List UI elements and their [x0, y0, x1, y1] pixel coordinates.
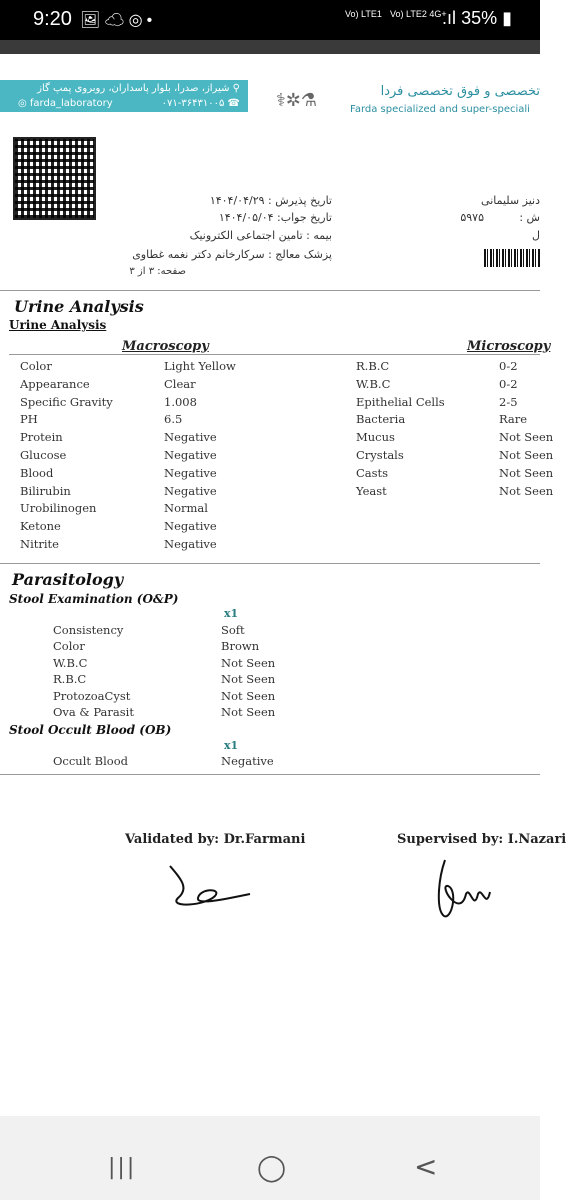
result-value: Not Seen [221, 672, 276, 687]
supervised-by: Supervised by: I.Nazari [397, 832, 566, 847]
result-label: R.B.C [356, 359, 390, 373]
battery-level: .ıl 35% ▮ [442, 8, 512, 28]
patient-extra: ل [532, 229, 540, 242]
divider [0, 563, 540, 564]
result-value: Soft [221, 623, 245, 637]
parasitology-title: Parasitology [12, 570, 124, 589]
result-value: Negative [164, 430, 217, 445]
notification-icons: 🖼☁◎• [80, 12, 157, 29]
result-value: 6.5 [164, 412, 183, 427]
reception-date: تاریخ پذیرش : ۱۴۰۴/۰۴/۲۹ [209, 194, 332, 207]
barcode [484, 249, 540, 267]
divider [0, 774, 540, 775]
lab-name-en: Farda specialized and super-speciali [350, 104, 530, 115]
result-label: PH [20, 412, 38, 427]
patient-code-label: ش : [519, 211, 540, 224]
result-value: Negative [164, 483, 217, 498]
qr-code [13, 137, 96, 220]
validated-by: Validated by: Dr.Farmani [125, 832, 306, 847]
result-label: R.B.C [53, 672, 87, 687]
urine-header-line [9, 354, 540, 355]
result-label: Glucose [20, 448, 67, 462]
result-label: Casts [356, 465, 389, 480]
divider [0, 290, 540, 291]
lab-phone: ۰۷۱-۳۶۴۳۱۰۰۵ ☎ [161, 98, 240, 109]
result-label: Nitrite [20, 537, 59, 551]
result-label: ProtozoaCyst [53, 688, 131, 703]
result-label: Protein [20, 430, 63, 445]
location-icon: ⚲ [229, 83, 240, 94]
result-value: 1.008 [164, 394, 197, 409]
result-label: Epithelial Cells [356, 394, 445, 409]
result-value: 0-2 [499, 359, 518, 373]
result-value: Negative [164, 537, 217, 551]
result-value: Negative [164, 519, 217, 534]
occult-blood-title: Stool Occult Blood (OB) [9, 723, 172, 737]
status-bar [0, 0, 540, 40]
result-value: Not Seen [221, 688, 276, 703]
back-button[interactable]: < [414, 1150, 438, 1183]
result-label: Appearance [20, 376, 90, 391]
macroscopy-header: Macroscopy [122, 339, 209, 354]
lab-logo-icon: ⚕✲⚗ [276, 90, 317, 111]
instagram-icon: ◎ [18, 98, 30, 109]
occult-x1-header: x1 [224, 739, 239, 752]
result-label: W.B.C [53, 655, 88, 670]
patient-code: ۵۹۷۵ [460, 211, 484, 224]
result-value: Negative [221, 754, 274, 768]
result-label: Blood [20, 465, 54, 480]
result-value: 0-2 [499, 376, 518, 391]
lab-instagram: ◎ farda_laboratory [18, 98, 113, 109]
result-label: Color [53, 639, 85, 654]
result-value: Negative [164, 465, 217, 480]
lab-name-fa: تخصصی و فوق تخصصی فردا [380, 84, 540, 99]
page-number: صفحه: ۳ از ۳ [129, 266, 186, 277]
signal-icon: .ıl [442, 8, 462, 28]
result-label: Bilirubin [20, 483, 71, 498]
result-value: Clear [164, 376, 196, 391]
result-value: Normal [164, 501, 208, 516]
result-label: Urobilinogen [20, 501, 97, 516]
viewer-toolbar [0, 40, 540, 54]
supervisor-signature [430, 850, 500, 925]
home-button[interactable]: ◯ [257, 1153, 287, 1183]
result-value: Negative [164, 448, 217, 462]
lab-address: ⚲ شیراز، صدرا، بلوار پاسداران، روبروی پمپ گاز [37, 83, 240, 94]
doctor-name: پزشک معالج : سرکارخانم دکتر نغمه غطاوی [132, 248, 332, 261]
result-value: Brown [221, 639, 260, 654]
result-label: Specific Gravity [20, 394, 113, 409]
urine-subtitle: Urine Analysis [9, 318, 107, 332]
result-label: Yeast [356, 483, 387, 498]
result-label: Color [20, 359, 52, 373]
answer-date: تاریخ جواب: ۱۴۰۴/۰۵/۰۴ [218, 211, 332, 224]
insurance: بیمه : تامین اجتماعی الکترونیک [189, 229, 332, 242]
patient-name: دنیز سلیمانی [481, 194, 540, 207]
result-value: Not Seen [499, 465, 554, 480]
result-value: 2-5 [499, 394, 518, 409]
result-label: W.B.C [356, 376, 391, 391]
result-value: Rare [499, 412, 528, 427]
result-value: Not Seen [499, 483, 554, 498]
result-value: Light Yellow [164, 359, 236, 373]
microscopy-header: Microscopy [467, 339, 551, 354]
result-value: Not Seen [499, 448, 554, 462]
result-value: Not Seen [221, 655, 276, 670]
status-time: 9:20 [33, 8, 72, 30]
urine-section-title: Urine Analysis [14, 297, 144, 316]
result-value: Not Seen [499, 430, 554, 445]
recents-button[interactable]: ||| [108, 1155, 137, 1180]
phone-icon: ☎ [224, 98, 240, 109]
result-label: Occult Blood [53, 754, 129, 768]
result-label: Mucus [356, 430, 395, 445]
result-label: Bacteria [356, 412, 406, 427]
stool-exam-title: Stool Examination (O&P) [9, 592, 179, 606]
validator-signature [160, 858, 260, 913]
sim2-indicator: Vo) LTE2 4G+ [390, 9, 447, 19]
result-label: Crystals [356, 448, 404, 462]
result-label: Ketone [20, 519, 61, 534]
result-label: Ova & Parasit [53, 705, 134, 719]
battery-icon: ▮ [497, 8, 512, 28]
lab-contact-bar [0, 80, 248, 112]
result-label: Consistency [53, 623, 124, 637]
stool-x1-header: x1 [224, 607, 239, 620]
sim1-indicator: Vo) LTE1 [345, 9, 382, 19]
result-value: Not Seen [221, 705, 276, 719]
